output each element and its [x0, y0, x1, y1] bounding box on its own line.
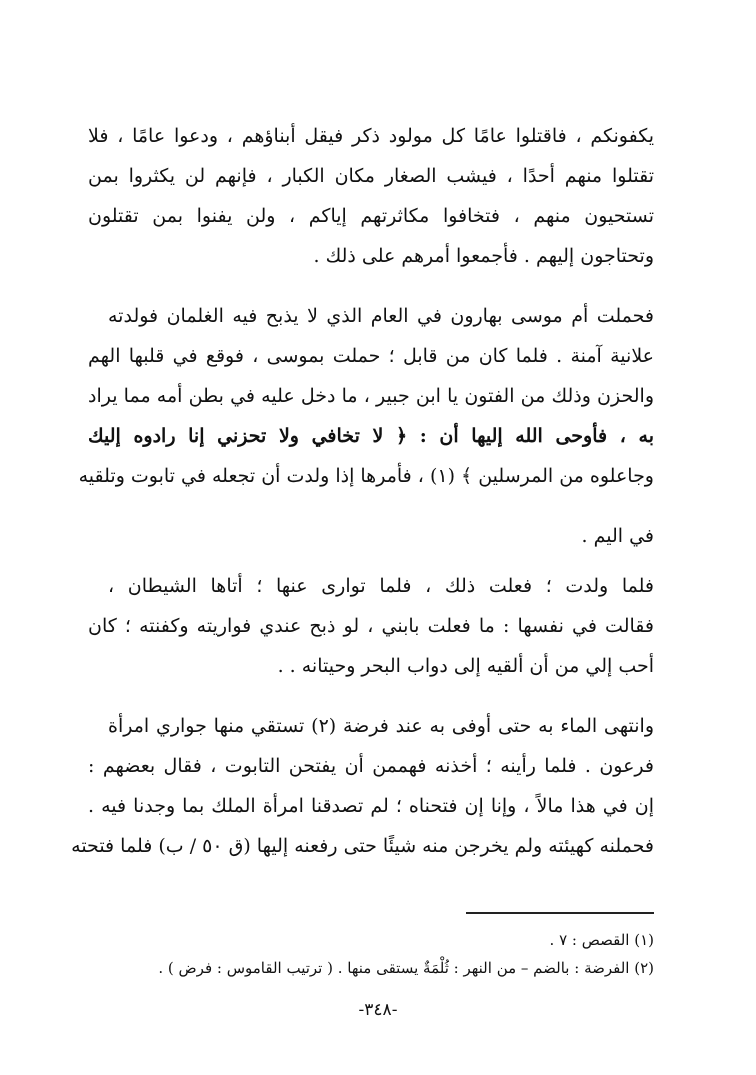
text-line: تستحيون منهم ، فتخافوا مكاثرتهم إياكم ، ولن يفنوا بمن تقتلون [88, 205, 654, 227]
text-line: فحملنه كهيئته ولم يخرجن منه شيئًا حتى رفعنه إليها (ق ٥٠ / ب) فلما فتحته [71, 835, 654, 857]
text-line: يكفونكم ، فاقتلوا عامًا كل مولود ذكر فيقل أبناؤهم ، ودعوا عامًا ، فلا [88, 125, 654, 147]
text-line: أحب إلي من أن ألقيه إلى دواب البحر وحيتانه . . [277, 655, 654, 677]
quran-verse-line: به ، فأوحى الله إليها أن : ﴿ لا تخافي ولا تحزني إنا رادوه إليك [88, 425, 654, 447]
footnote-divider [466, 912, 654, 914]
page-number: -٣٤٨- [358, 1000, 398, 1020]
footnote-1: (١) القصص : ٧ . [549, 931, 654, 949]
footnote-2: (٢) الفرضة : بالضم – من النهر : ثُلْمَةٌ يستقى منها . ( ترتيب القاموس : فرض ) . [158, 959, 654, 977]
text-line: فقالت في نفسها : ما فعلت بابني ، لو ذبح عندي فواريته وكفنته ؛ كان [88, 615, 654, 637]
text-line: والحزن وذلك من الفتون يا ابن جبير ، ما دخل عليه في بطن أمه مما يراد [88, 385, 654, 407]
text-line: في اليم . [581, 525, 654, 547]
text-line: فحملت أم موسى بهارون في العام الذي لا يذبح فيه الغلمان فولدته [108, 305, 654, 327]
text-line: علانية آمنة . فلما كان من قابل ؛ حملت بموسى ، فوقع في قلبها الهم [88, 345, 654, 367]
text-line: تقتلوا منهم أحدًا ، فيشب الصغار مكان الكبار ، فإنهم لن يكثروا بمن [88, 165, 654, 187]
text-line: وجاعلوه من المرسلين ﴾ (١) ، فأمرها إذا ولدت أن تجعله في تابوت وتلقيه [78, 465, 654, 487]
text-line: فرعون . فلما رأينه ؛ أخذنه فهممن أن يفتحن التابوت ، فقال بعضهم : [88, 755, 654, 777]
text-line: إن في هذا مالاً ، وإنا إن فتحناه ؛ لم تصدقنا امرأة الملك بما وجدنا فيه . [88, 795, 654, 817]
text-line: وانتهى الماء به حتى أوفى به عند فرضة (٢) تستقي منها جواري امرأة [108, 715, 655, 737]
text-line: وتحتاجون إليهم . فأجمعوا أمرهم على ذلك . [313, 245, 654, 267]
text-line: فلما ولدت ؛ فعلت ذلك ، فلما توارى عنها ؛ أتاها الشيطان ، [108, 575, 654, 597]
